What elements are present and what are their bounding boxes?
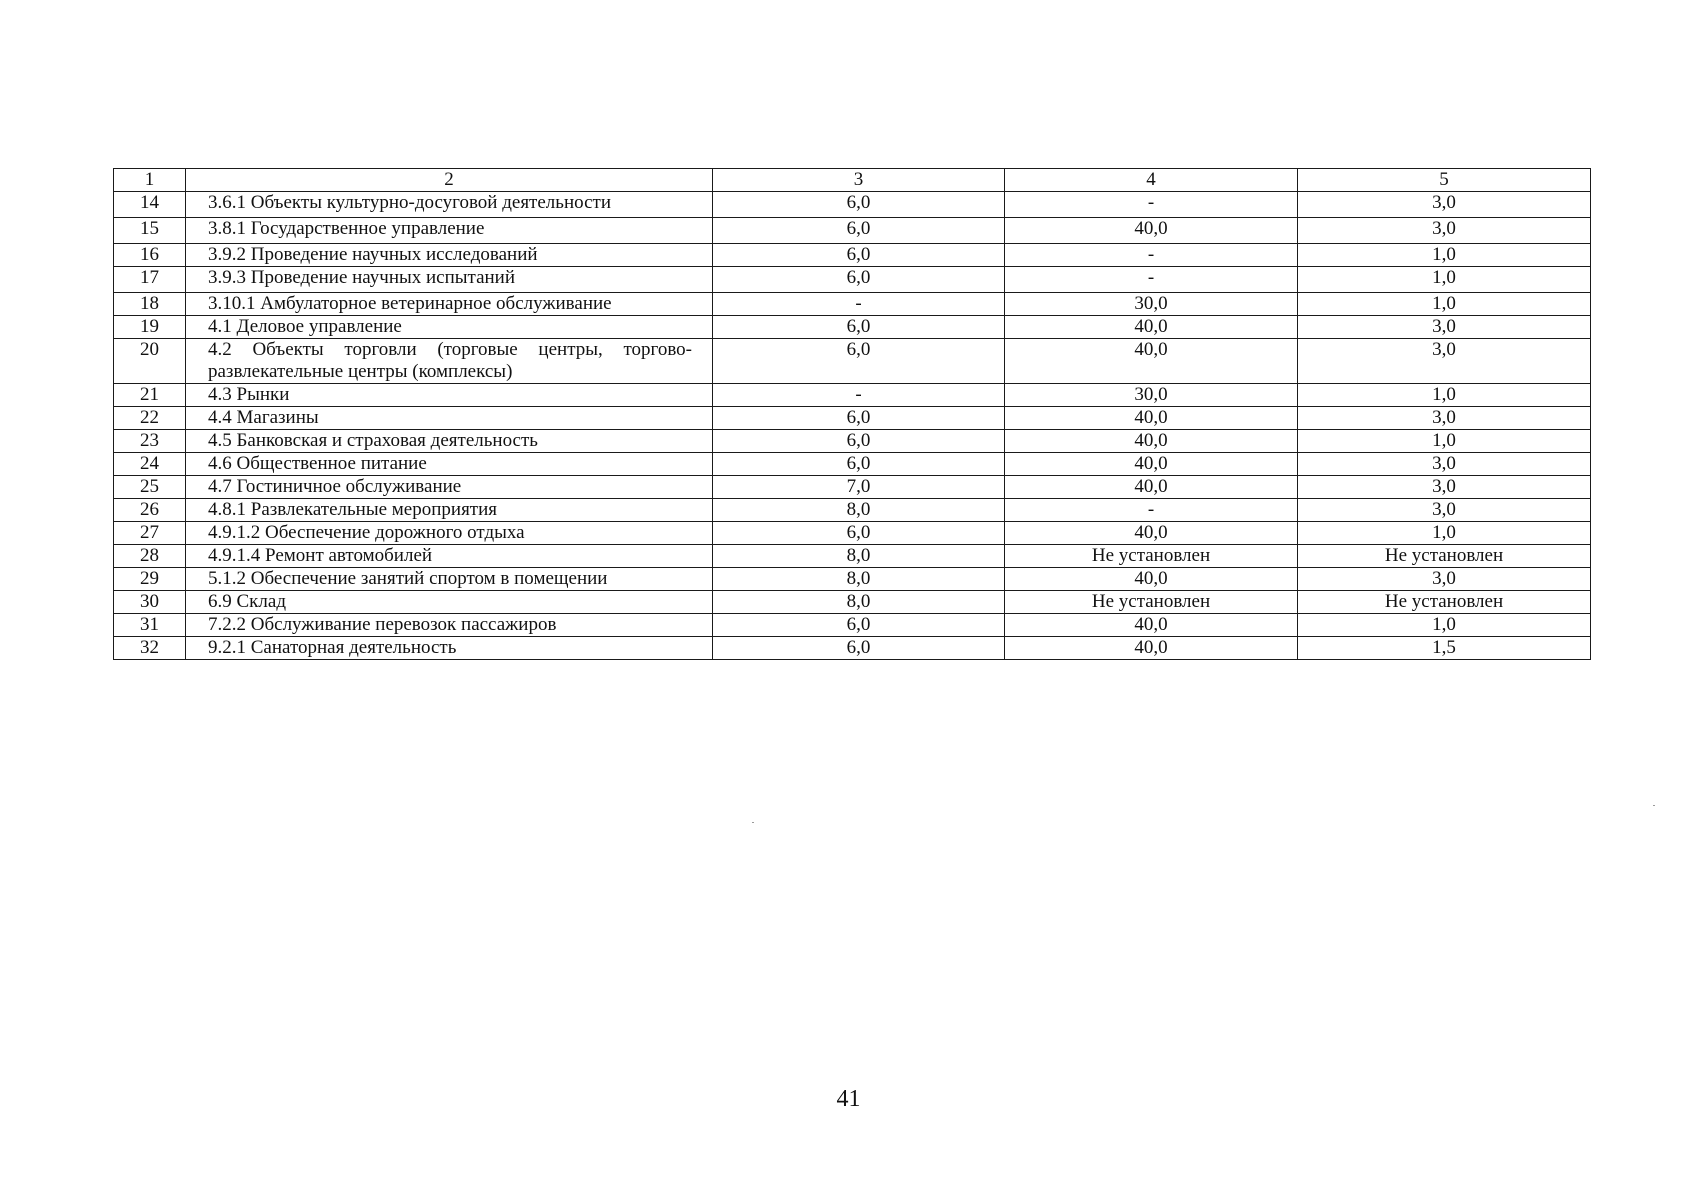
table-row (114, 267, 1591, 293)
table-row (114, 293, 1591, 316)
row-col5: 1,0 (1298, 293, 1591, 316)
row-col3: 6,0 (713, 339, 1005, 384)
row-name: 3.9.2 Проведение научных исследований (186, 244, 713, 267)
row-col3: 6,0 (713, 430, 1005, 453)
table-row (114, 591, 1591, 614)
row-number: 30 (114, 591, 186, 614)
row-number: 32 (114, 637, 186, 660)
row-col4: 40,0 (1005, 316, 1298, 339)
row-number: 28 (114, 545, 186, 568)
row-number: 26 (114, 499, 186, 522)
table-row (114, 244, 1591, 267)
row-col4: - (1005, 244, 1298, 267)
row-col3: 6,0 (713, 267, 1005, 293)
row-name: 4.6 Общественное питание (186, 453, 713, 476)
header-cell-4: 4 (1005, 169, 1298, 192)
row-col3: 6,0 (713, 637, 1005, 660)
scan-speck (1653, 805, 1655, 806)
row-col5: 3,0 (1298, 339, 1591, 384)
row-col3: 7,0 (713, 476, 1005, 499)
page-number: 41 (836, 1086, 861, 1112)
row-name: 3.8.1 Государственное управление (186, 218, 713, 244)
table-row (114, 407, 1591, 430)
row-number: 15 (114, 218, 186, 244)
scan-speck (752, 822, 754, 823)
row-number: 25 (114, 476, 186, 499)
row-col4: 30,0 (1005, 293, 1298, 316)
row-name: 5.1.2 Обеспечение занятий спортом в помещении (186, 568, 713, 591)
row-col5: 3,0 (1298, 316, 1591, 339)
row-number: 24 (114, 453, 186, 476)
row-name: 7.2.2 Обслуживание перевозок пассажиров (186, 614, 713, 637)
row-col5: Не установлен (1298, 545, 1591, 568)
row-col3: 6,0 (713, 407, 1005, 430)
row-col3: - (713, 293, 1005, 316)
row-col5: 1,0 (1298, 430, 1591, 453)
table-row (114, 384, 1591, 407)
row-col3: 8,0 (713, 568, 1005, 591)
row-col3: 8,0 (713, 545, 1005, 568)
row-col4: 40,0 (1005, 218, 1298, 244)
row-col4: - (1005, 499, 1298, 522)
row-name: 4.5 Банковская и страховая деятельность (186, 430, 713, 453)
row-col4: 30,0 (1005, 384, 1298, 407)
table-row (114, 316, 1591, 339)
header-cell-3: 3 (713, 169, 1005, 192)
row-col3: 6,0 (713, 192, 1005, 218)
header-cell-5: 5 (1298, 169, 1591, 192)
row-number: 27 (114, 522, 186, 545)
row-col5: 1,5 (1298, 637, 1591, 660)
table-row (114, 637, 1591, 660)
row-number: 31 (114, 614, 186, 637)
table-row (114, 192, 1591, 218)
row-name: 3.9.3 Проведение научных испытаний (186, 267, 713, 293)
row-number: 14 (114, 192, 186, 218)
row-name: 4.7 Гостиничное обслуживание (186, 476, 713, 499)
row-col4: 40,0 (1005, 339, 1298, 384)
row-number: 23 (114, 430, 186, 453)
row-col3: 6,0 (713, 218, 1005, 244)
row-col4: 40,0 (1005, 453, 1298, 476)
header-cell-1: 1 (114, 169, 186, 192)
row-col3: 6,0 (713, 453, 1005, 476)
table-row (114, 522, 1591, 545)
row-col4: 40,0 (1005, 568, 1298, 591)
table-row (114, 476, 1591, 499)
row-name: 4.9.1.2 Обеспечение дорожного отдыха (186, 522, 713, 545)
row-col5: 3,0 (1298, 568, 1591, 591)
row-col4: Не установлен (1005, 545, 1298, 568)
row-col4: 40,0 (1005, 614, 1298, 637)
row-name: 4.1 Деловое управление (186, 316, 713, 339)
row-col5: 3,0 (1298, 218, 1591, 244)
row-name: 3.6.1 Объекты культурно-досуговой деятельности (186, 192, 713, 218)
row-col3: 6,0 (713, 244, 1005, 267)
row-col3: 8,0 (713, 499, 1005, 522)
row-name: 4.8.1 Развлекательные мероприятия (186, 499, 713, 522)
row-col3: 6,0 (713, 522, 1005, 545)
row-col5: 3,0 (1298, 476, 1591, 499)
row-number: 18 (114, 293, 186, 316)
data-table (113, 168, 1591, 660)
row-name: 4.3 Рынки (186, 384, 713, 407)
row-col3: 8,0 (713, 591, 1005, 614)
table-row (114, 339, 1591, 384)
row-name: 4.4 Магазины (186, 407, 713, 430)
header-row (114, 169, 1591, 192)
row-col4: 40,0 (1005, 430, 1298, 453)
row-number: 19 (114, 316, 186, 339)
table-row (114, 499, 1591, 522)
row-col4: - (1005, 192, 1298, 218)
row-number: 16 (114, 244, 186, 267)
row-col4: - (1005, 267, 1298, 293)
row-number: 21 (114, 384, 186, 407)
row-col5: 3,0 (1298, 407, 1591, 430)
row-col5: 3,0 (1298, 499, 1591, 522)
table-row (114, 218, 1591, 244)
row-col5: 3,0 (1298, 192, 1591, 218)
row-col5: 1,0 (1298, 522, 1591, 545)
row-col5: 1,0 (1298, 614, 1591, 637)
row-name: 4.2 Объекты торговли (торговые центры, торгово-развлекательные центры (комплексы) (186, 339, 713, 384)
row-col5: 1,0 (1298, 384, 1591, 407)
row-number: 20 (114, 339, 186, 384)
row-col5: 3,0 (1298, 453, 1591, 476)
header-cell-2: 2 (186, 169, 713, 192)
row-name: 9.2.1 Санаторная деятельность (186, 637, 713, 660)
row-name: 4.9.1.4 Ремонт автомобилей (186, 545, 713, 568)
row-number: 17 (114, 267, 186, 293)
row-col5: Не установлен (1298, 591, 1591, 614)
row-col3: 6,0 (713, 316, 1005, 339)
row-number: 22 (114, 407, 186, 430)
table-row (114, 453, 1591, 476)
table-row (114, 545, 1591, 568)
row-col4: 40,0 (1005, 476, 1298, 499)
row-col4: 40,0 (1005, 637, 1298, 660)
row-col4: 40,0 (1005, 522, 1298, 545)
table-row (114, 568, 1591, 591)
row-col3: 6,0 (713, 614, 1005, 637)
row-number: 29 (114, 568, 186, 591)
row-col5: 1,0 (1298, 267, 1591, 293)
row-col4: Не установлен (1005, 591, 1298, 614)
row-name: 3.10.1 Амбулаторное ветеринарное обслуживание (186, 293, 713, 316)
row-col5: 1,0 (1298, 244, 1591, 267)
row-col4: 40,0 (1005, 407, 1298, 430)
table-row (114, 614, 1591, 637)
row-col3: - (713, 384, 1005, 407)
table-row (114, 430, 1591, 453)
row-name: 6.9 Склад (186, 591, 713, 614)
